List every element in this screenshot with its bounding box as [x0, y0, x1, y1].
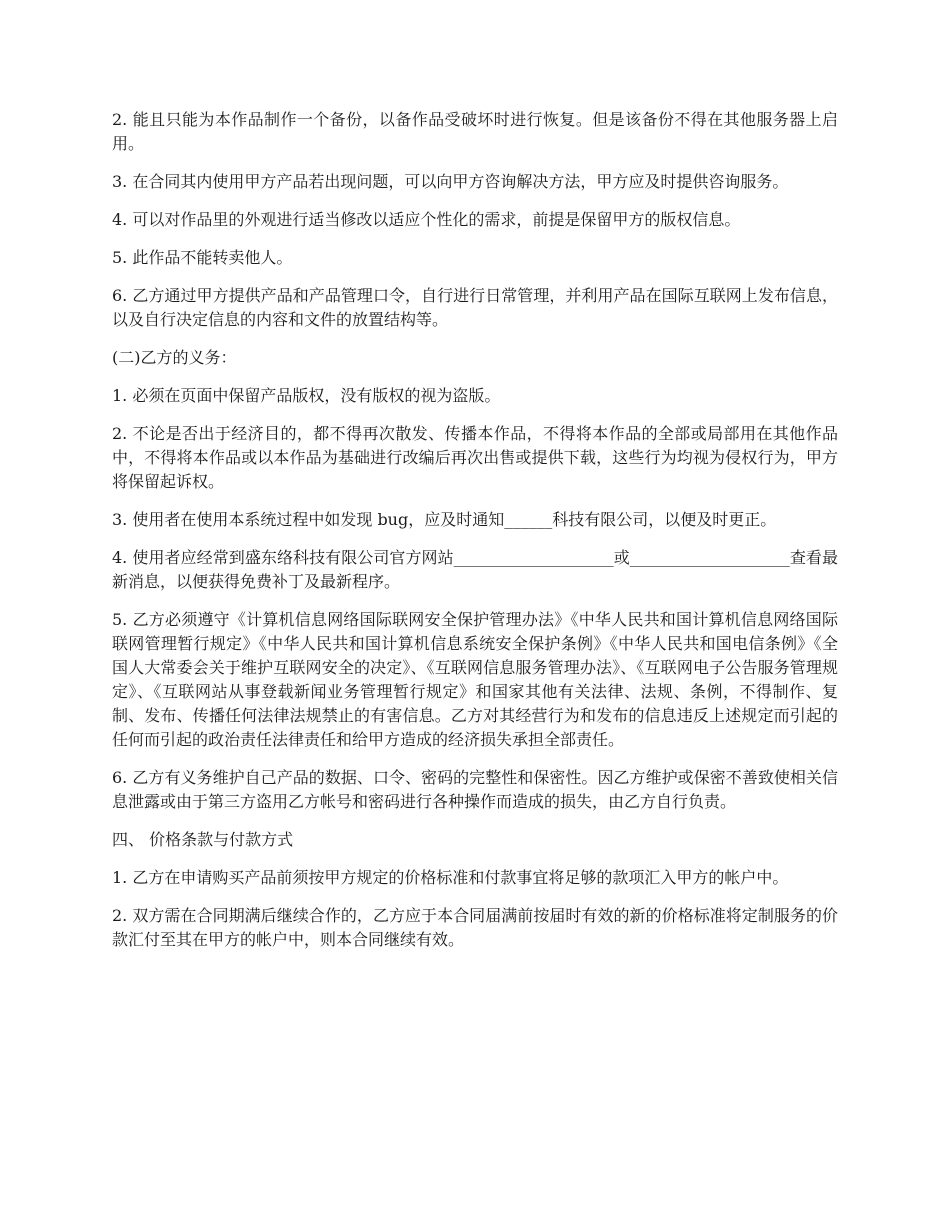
clause-paragraph: 5. 乙方必须遵守《计算机信息网络国际联网安全保护管理办法》《中华人民共和国计算机信息网络国际联网管理暂行规定》《中华人民共和国计算机信息系统安全保护条例》《中华人民共和国电信条例》《全国人大常委会关于维护互联网安全的决定》、《互联网信息服务管理办法》、《互联网电子公告服务管理规定》、《互联网站从事登载新闻业务管理暂行规定》和国家其他有关法律、法规、条例，不得制作、复制、发布、传播任何法律法规禁止的有害信息。乙方对其经营行为和发布的信息违反上述规定而引起的任何而引起的政治责任法律责任和给甲方造成的经济损失承担全部责任。: [112, 610, 838, 749]
clause-paragraph: 1. 必须在页面中保留产品版权，没有版权的视为盗版。: [112, 386, 501, 405]
section-subheading: (二)乙方的义务：: [112, 348, 237, 367]
clause-paragraph: 3. 使用者在使用本系统过程中如发现 bug，应及时通知______科技有限公司，以便及时更正。: [112, 510, 777, 529]
clause-paragraph: 2. 能且只能为本作品制作一个备份，以备作品受破坏时进行恢复。但是该备份不得在其他服务器上启用。: [112, 110, 838, 153]
clause-paragraph: 4. 可以对作品里的外观进行适当修改以适应个性化的需求，前提是保留甲方的版权信息。: [112, 210, 741, 229]
clause-paragraph: 2. 不论是否出于经济目的，都不得再次散发、传播本作品，不得将本作品的全部或局部用在其他作品中，不得将本作品或以本作品为基础进行改编后再次出售或提供下载，这些行为均视为侵权行为，甲方将保留起诉权。: [112, 424, 838, 491]
clause-paragraph: 2. 双方需在合同期满后继续合作的，乙方应于本合同届满前按届时有效的新的价格标准将定制服务的价款汇付至其在甲方的帐户中，则本合同继续有效。: [112, 906, 838, 949]
clause-paragraph: 6. 乙方有义务维护自己产品的数据、口令、密码的完整性和保密性。因乙方维护或保密不善致使相关信息泄露或由于第三方盗用乙方帐号和密码进行各种操作而造成的损失，由乙方自行负责。: [112, 768, 838, 811]
section-heading: 四、 价格条款与付款方式: [112, 830, 294, 849]
clause-paragraph: 4. 使用者应经常到盛东络科技有限公司官方网站____________________或____________________查看最新消息，以便获得免费补丁及最新程序。: [112, 548, 838, 591]
clause-paragraph: 1. 乙方在申请购买产品前须按甲方规定的价格标准和付款事宜将足够的款项汇入甲方的帐户中。: [112, 868, 789, 887]
clause-paragraph: 5. 此作品不能转卖他人。: [112, 248, 293, 267]
clause-paragraph: 6. 乙方通过甲方提供产品和产品管理口令，自行进行日常管理，并利用产品在国际互联网上发布信息，以及自行决定信息的内容和文件的放置结构等。: [112, 286, 838, 329]
clause-paragraph: 3. 在合同其内使用甲方产品若出现问题，可以向甲方咨询解决方法，甲方应及时提供咨询服务。: [112, 172, 789, 191]
